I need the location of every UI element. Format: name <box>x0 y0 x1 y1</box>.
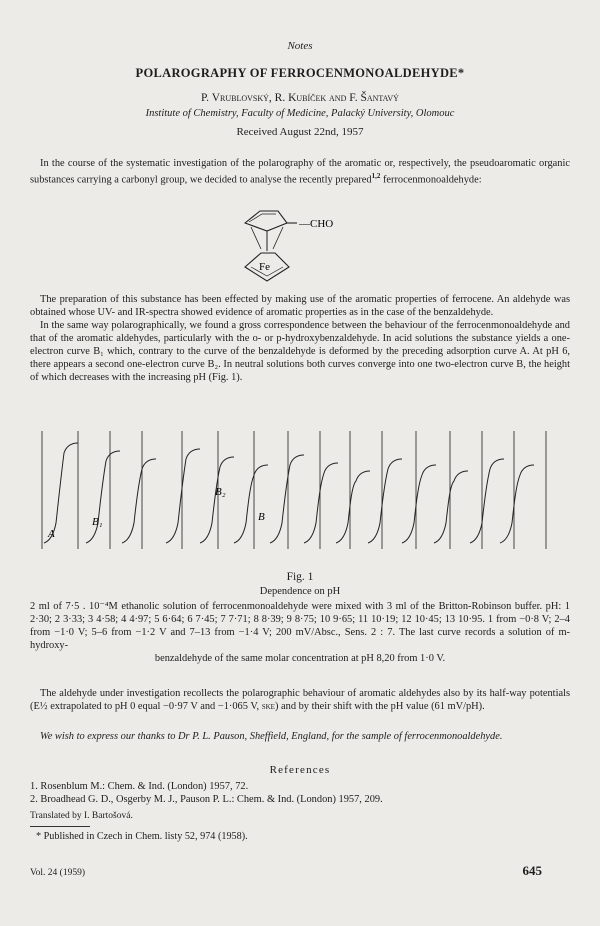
figure-subtitle: Dependence on pH <box>259 586 341 597</box>
page-number: 645 <box>522 863 542 878</box>
body-paragraphs <box>30 293 570 384</box>
reference-item: 1. Rosenblum M.: Chem. & Ind. (London) 1957, 72. <box>30 781 249 792</box>
polarogram-curve-2 <box>86 451 120 543</box>
polarogram-curve-12 <box>434 471 468 543</box>
curve-label-b1: B₁ <box>92 516 103 528</box>
figure-title: Fig. 1 <box>286 571 314 583</box>
article-title: POLAROGRAPHY OF FERROCENMONOALDEHYDE* <box>135 66 465 80</box>
references-heading: References <box>269 764 331 776</box>
polarogram-curve-4 <box>166 449 200 543</box>
polarogram-curve-13 <box>470 459 504 543</box>
paragraph-preparation: The preparation of this substance has been effected by making use of the aromatic properties of ferrocene. An aldehyde was obtained whose UV- and IR-spectra showed evidence of aromatic properties as in the case of the benzaldehyde. <box>30 294 570 318</box>
polarogram-curve-7 <box>270 455 304 543</box>
polarogram-curve-5 <box>200 457 234 543</box>
reference-item: 2. Broadhead G. D., Osgerby M. J., Pauson P. L.: Chem. & Ind. (London) 1957, 209. <box>30 794 383 805</box>
footnote: * Published in Czech in Chem. listy 52, 974 (1958). <box>36 831 248 842</box>
curve-label-a: A <box>48 528 55 540</box>
volume-info: Vol. 24 (1959) <box>30 868 85 878</box>
intro-paragraph: In the course of the systematic investigation of the polarography of the aromatic or, respectively, the pseudoaromatic organic substances carrying a carbonyl group, we decided to analyse the recently prepared$^{1,2}$ ferrocenmonoaldehyde: <box>30 158 570 186</box>
affiliation: Institute of Chemistry, Faculty of Medicine, Palacký University, Olomouc <box>145 108 455 119</box>
ferrocenmonoaldehyde-structure <box>215 203 385 287</box>
polarogram-curve-9 <box>336 471 370 543</box>
polarogram-curve-6 <box>234 465 268 543</box>
cho-label: —CHO <box>299 218 334 230</box>
polarogram-vertical-lines <box>42 431 546 549</box>
polarogram-curve-11 <box>402 465 436 543</box>
polarogram-curve-3 <box>122 459 156 543</box>
paragraph-polarography: In the same way polarographically, we found a gross correspondence between the behaviour of the ferrocenmonoaldehyde and that of the aromatic aldehydes, particularly with the o- or p-hydroxybenzaldehyde. In acid solutions the substance yields a one-electron curve B₁ which, contrary to the curve of the benzaldehyde is deformed by the preceding adsorption curve A. At pH 6, there appears a second one-electron curve B₂. In neutral solutions both curves converge into one two-electron curve B, the height of which decreases with the increasing pH (Fig. 1). <box>30 320 570 383</box>
received-date: Received August 22nd, 1957 <box>236 126 364 138</box>
footnote-divider <box>30 826 90 827</box>
acknowledgement: We wish to express our thanks to Dr P. L. Pauson, Sheffield, England, for the sample of ferrocenmonoaldehyde. <box>40 731 503 742</box>
figure-caption: 2 ml of 7·5 . 10⁻⁴M ethanolic solution of ferrocenmonoaldehyde were mixed with 3 ml of the Britton-Robinson buffer. pH: 1 2·30; 2 3·33; 3 4·58; 4 4·97; 5 6·64; 6 7·45; 7 7·71; 8 8·39; 9 8·75; 10 9·65; 11 10·19; 12 10·45; 13 10·95. 1 from −0·8 V; 2–4 from −1·0 V; 5–6 from −1·2 V and 7–13 from −1·4 V; 200 mV/Absc., Sens. 2 : 7. The last curve records a solution of m-hydroxy- benzaldehyde of the same molar concentration at pH 8,20 from 1·0 V. <box>30 601 570 664</box>
polarogram-curve-10 <box>368 459 402 543</box>
polarogram-curve-8 <box>304 463 338 543</box>
intro-citation: 1,2 <box>371 172 381 180</box>
iron-label: Fe <box>259 261 270 273</box>
paragraph-half-wave: The aldehyde under investigation recollects the polarographic behaviour of aromatic aldehydes also by its half-way potentials (E½ extrapolated to pH 0 equal −0·97 V and −1·065 V, ske) and by their shift with the pH value (61 mV/pH). <box>30 688 570 712</box>
curve-label-b: B <box>258 511 265 523</box>
references-list <box>30 780 570 806</box>
polarogram-figure <box>30 425 570 555</box>
running-title: Notes <box>287 40 313 52</box>
translator-credit: Translated by I. Bartošová. <box>30 811 133 821</box>
curve-label-b2: B₂ <box>215 486 226 498</box>
polarogram-curve-14 <box>500 465 534 543</box>
authors: P. Vrublovský, R. Kubíček and F. Šantavý <box>201 92 399 104</box>
polarogram-curves <box>44 443 534 543</box>
